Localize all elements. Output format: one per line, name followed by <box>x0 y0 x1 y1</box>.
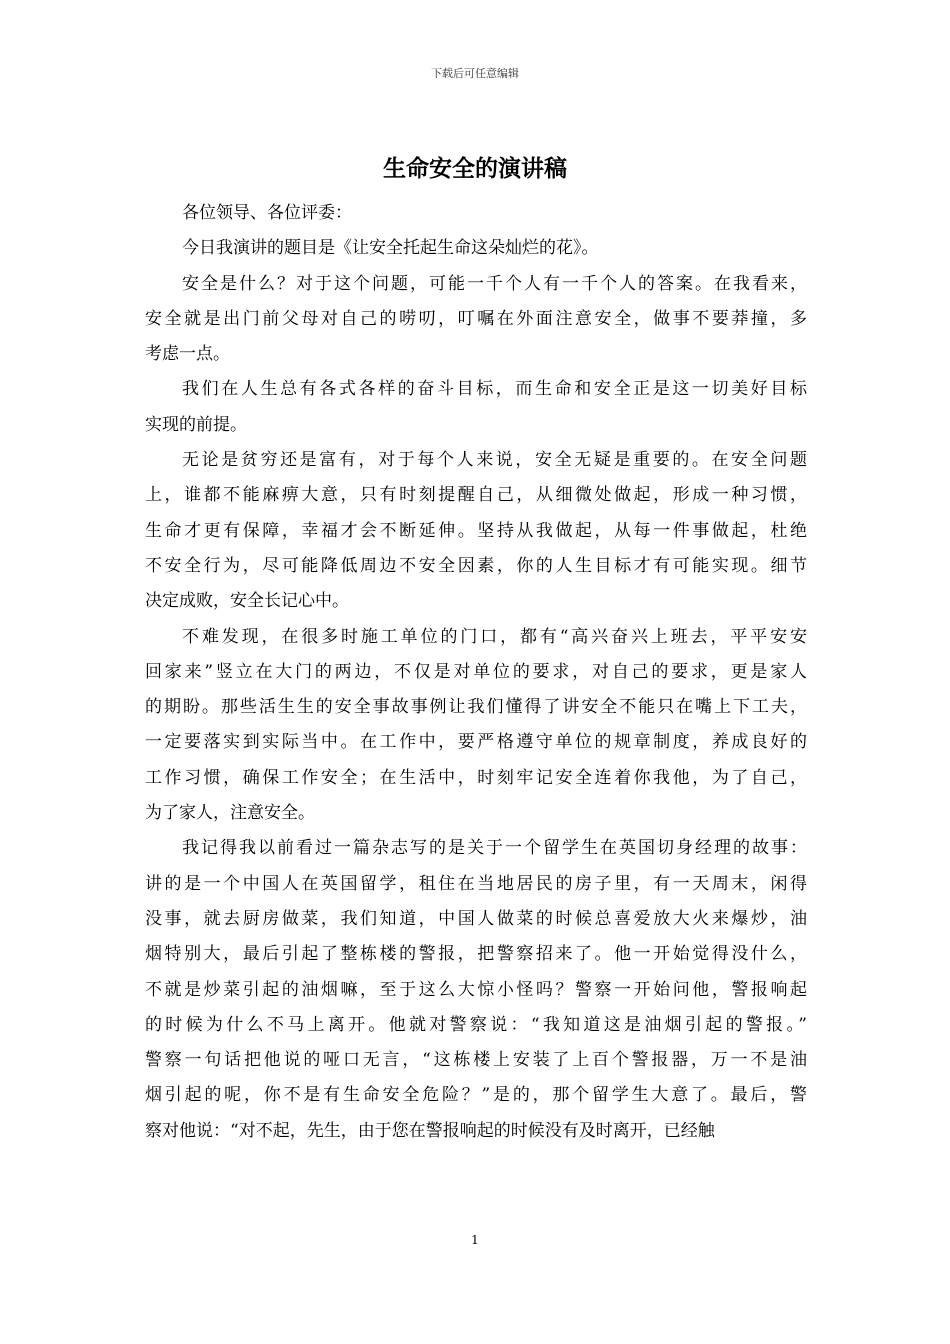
paragraph-line: 一定要落实到实际当中。在工作中，要严格遵守单位的规章制度，养成良好的 <box>145 732 807 753</box>
paragraph-line: 我们在人生总有各式各样的奋斗目标，而生命和安全正是这一切美好目标 <box>182 379 807 400</box>
paragraph <box>145 831 807 1149</box>
paragraph <box>145 267 807 373</box>
paragraph <box>145 196 807 231</box>
paragraph-line: 烟特别大，最后引起了整栋楼的警报，把警察招来了。他一开始觉得没什么， <box>145 944 807 965</box>
paragraph-line: 上，谁都不能麻痹大意，只有时刻提醒自己，从细微处做起，形成一种习惯， <box>145 485 807 506</box>
page-header <box>0 66 950 82</box>
paragraph-line: 不安全行为，尽可能降低周边不安全因素，你的人生目标才有可能实现。细节 <box>145 555 807 576</box>
page-footer <box>0 1232 950 1248</box>
paragraph-line: 各位领导、各位评委： <box>182 203 352 223</box>
paragraph-line: 不就是炒菜引起的油烟嘛，至于这么大惊小怪吗？警察一开始问他，警报响起 <box>145 979 807 1000</box>
header-text: 下载后可任意编辑 <box>431 67 519 80</box>
paragraph-line: 警察一句话把他说的哑口无言，“这栋楼上安装了上百个警报器，万一不是油 <box>145 1050 807 1071</box>
paragraph <box>145 443 807 619</box>
paragraph-line: 我记得我以前看过一篇杂志写的是关于一个留学生在英国切身经理的故事： <box>182 838 807 859</box>
paragraph-line: 烟引起的呢，你不是有生命安全危险？”是的，那个留学生大意了。最后，警 <box>145 1085 807 1106</box>
paragraph-line: 的期盼。那些活生生的安全事故事例让我们懂得了讲安全不能只在嘴上下工夫， <box>145 697 807 718</box>
paragraph-line: 为了家人，注意安全。 <box>145 803 315 824</box>
document-title: 生命安全的演讲稿 <box>383 156 567 182</box>
paragraph-line: 无论是贫穷还是富有，对于每个人来说，安全无疑是重要的。在安全问题 <box>182 450 807 471</box>
paragraph <box>145 620 807 832</box>
page-number: 1 <box>471 1233 479 1247</box>
paragraph-line: 生命才更有保障，幸福才会不断延伸。坚持从我做起，从每一件事做起，杜绝 <box>145 520 807 541</box>
paragraph-line: 不难发现，在很多时施工单位的门口，都有“高兴奋兴上班去，平平安安 <box>182 626 807 647</box>
paragraph-line: 没事，就去厨房做菜，我们知道，中国人做菜的时候总喜爱放大火来爆炒，油 <box>145 908 807 929</box>
paragraph <box>145 231 807 266</box>
paragraph <box>145 372 807 443</box>
paragraph-line: 实现的前提。 <box>145 414 247 435</box>
paragraph-line: 安全就是出门前父母对自己的唠叨，叮嘱在外面注意安全，做事不要莽撞，多 <box>145 308 807 329</box>
paragraph-line: 今日我演讲的题目是《让安全托起生命这朵灿烂的花》。 <box>182 238 599 259</box>
paragraph-line: 讲的是一个中国人在英国留学，租住在当地居民的房子里，有一天周末，闲得 <box>145 873 807 894</box>
document-body <box>145 196 807 1149</box>
paragraph-line: 的时候为什么不马上离开。他就对警察说：“我知道这是油烟引起的警报。” <box>145 1014 807 1035</box>
paragraph-line: 考虑一点。 <box>145 344 230 365</box>
paragraph-line: 决定成败，安全长记心中。 <box>145 591 349 612</box>
paragraph-line: 察对他说：“对不起，先生，由于您在警报响起的时候没有及时离开，已经触 <box>145 1120 715 1141</box>
paragraph-line: 回家来”竖立在大门的两边，不仅是对单位的要求，对自己的要求，更是家人 <box>145 661 807 682</box>
paragraph-line: 安全是什么？对于这个问题，可能一千个人有一千个人的答案。在我看来， <box>182 273 807 294</box>
paragraph-line: 工作习惯，确保工作安全；在生活中，时刻牢记安全连着你我他，为了自己， <box>145 767 807 788</box>
